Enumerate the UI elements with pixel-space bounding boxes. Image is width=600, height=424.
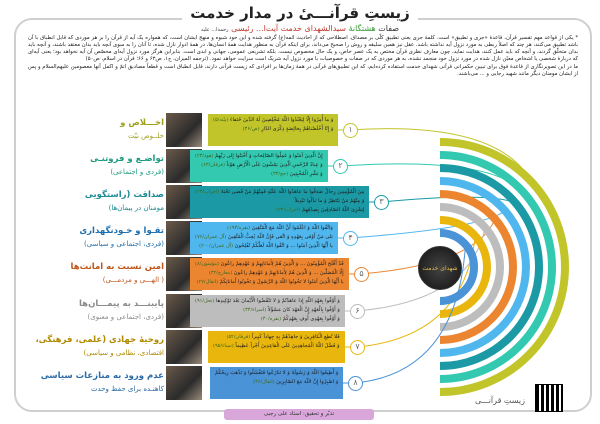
trait-label xyxy=(16,370,164,396)
trait-label xyxy=(16,153,164,179)
brand-logo: زیستِ قرآنـــی xyxy=(475,396,526,405)
verse-text: یا أَیُّهَا الَّذِینَ آمَنُوا لا تَخُونُوا اللّهَ وَ الرَّسُولَ وَ تَخُونُوا أَماناتِکُمْ xyxy=(219,279,344,285)
verse-box xyxy=(208,331,345,363)
trait-subtitle: (فردی، اجتماعی و معنوی) xyxy=(87,313,164,321)
subtitle-suffix: رحمة‌ا... علیه xyxy=(200,27,229,33)
number-badge: ۵ xyxy=(354,267,369,282)
verse-line xyxy=(195,315,340,324)
verse-text: وَ أَوْفُوا بِعَهْدِ اللّهِ إِذا عاهَدْتُمْ وَ لا تَنْقُضُوا الْأَیْمانَ بَعْدَ تَوْکِیدِها xyxy=(216,298,340,304)
verse-line xyxy=(195,233,333,242)
verse-reference: (آل عمران/۲۰۰) xyxy=(199,243,234,249)
verse-reference: (نساء/۹۵) xyxy=(213,343,234,349)
verse-text: مِنَ الْمُؤْمِنِینَ رِجالٌ صَدَقُوا ما عاهَدُوا اللّهَ عَلَیْهِ فَمِنْهُمْ مَنْ قَضى نَحْبَهُ xyxy=(220,189,365,195)
verse-reference: (بقره/۴۰) xyxy=(260,316,282,322)
verse-text: وَ أَوْفُوا بِعَهْدِی أُوفِ بِعَهْدِکُمْ xyxy=(282,316,340,322)
trait-subtitle: اقتصادی، نظامی و سیاسی) xyxy=(83,349,164,357)
verse-line xyxy=(213,342,340,351)
trait-photo xyxy=(166,330,202,364)
verse-text: إِلَّا الْمُصَلِّینَ ... وَ الَّذِینَ هُمْ لِأَماناتِهِمْ وَ عَهْدِهِمْ راعُونَ xyxy=(233,270,344,276)
trait-row xyxy=(16,149,416,183)
verse-box xyxy=(190,186,369,218)
verse-text: یا أَیُّهَا الَّذِینَ آمَنُوا ... وَ اتَّقُوا اللّهَ لَعَلَّکُمْ تُفْلِحُونَ xyxy=(234,243,333,249)
credit-label: تدبّر و تحقیق: استاد علی رجبی xyxy=(224,409,374,420)
verse-text: وَ عِبادُ الرَّحْمنِ الَّذِینَ یَمْشُونَ عَلَى الْأَرْضِ هَوْناً xyxy=(226,162,323,168)
verse-reference: (مؤمنون/۸) xyxy=(195,261,219,267)
center-photo xyxy=(418,246,462,290)
trait-subtitle: (فردی، اجتماعی و سیاسی) xyxy=(84,240,164,248)
verse-text: وَ أَطِیعُوا اللّهَ وَ رَسُولَهُ وَ لا تَنازَعُوا فَتَفْشَلُوا وَ تَذْهَبَ رِیحُکُمْ xyxy=(215,370,339,376)
trait-subtitle: ( الهـــی و مردمـــی) xyxy=(102,276,164,284)
verse-reference: (احزاب/۲۴) xyxy=(276,207,301,213)
trait-row xyxy=(16,185,416,219)
trait-title: صداقت (راستگویی xyxy=(84,190,164,200)
qr-code[interactable] xyxy=(536,385,562,411)
number-badge: ۲ xyxy=(333,159,348,174)
verse-text: لِیَجْزِیَ اللّهُ الصّادِقِینَ بِصِدْقِهِمْ xyxy=(302,207,365,213)
verse-line xyxy=(195,188,364,197)
trait-title: تواضـع و فروتنـی xyxy=(90,154,164,164)
verse-reference: (بیّنه/۵) xyxy=(213,117,229,123)
verse-reference: (فرقان/۶۳) xyxy=(201,162,225,168)
number-badge: ۳ xyxy=(374,195,389,210)
verse-text: قَدْ أَفْلَحَ الْمُؤْمِنُونَ ... وَ الَّذِینَ هُمْ لِأَماناتِهِمْ وَ عَهْدِهِمْ راعُونَ xyxy=(220,261,344,267)
verse-reference: (بقره/۱۹۴) xyxy=(227,225,251,231)
verse-reference: (حج/۳۴) xyxy=(270,171,289,177)
trait-title: اخـــلاص و xyxy=(120,118,164,128)
verse-reference: (نحل/۹۱) xyxy=(195,298,215,304)
verse-reference: (آل عمران/۷۶) xyxy=(195,234,227,240)
number-badge: ۷ xyxy=(350,340,365,355)
verse-text: وَ إِنّا أَخْلَصْناهُمْ بِخالِصَةٍ ذِکْرَى الدّارِ xyxy=(261,126,334,132)
number-badge: ۶ xyxy=(350,304,365,319)
verse-text: وَ اصْبِرُوا إِنَّ اللّهَ مَعَ الصّابِرِینَ xyxy=(276,379,339,385)
verse-line xyxy=(195,278,344,287)
verse-text: وَ ما أُمِرُوا إِلّا لِیَعْبُدُوا اللّهَ مُخْلِصِینَ لَهُ الدِّینَ حُنَفاءَ xyxy=(230,117,334,123)
trait-title: امین نسبت به امانت‌ها xyxy=(70,262,164,272)
verse-box xyxy=(190,258,349,290)
verse-line xyxy=(213,333,340,342)
trait-label xyxy=(16,298,164,324)
verse-reference: (اسراء/۳۴) xyxy=(243,307,267,313)
verse-reference: (انفال/۲۷) xyxy=(196,279,219,285)
verse-line xyxy=(195,306,340,315)
verse-text: وَ مِنْهُمْ مَنْ یَنْتَظِرُ وَ ما بَدَّلُوا تَبْدِیلاً xyxy=(294,198,365,204)
verse-reference: (معارج/۳۲) xyxy=(208,270,233,276)
verse-reference: (ص/۴۶) xyxy=(242,126,260,132)
subtitle-name: سیدالشهدای خدمت آیت‌ا... رئیسی xyxy=(231,24,347,33)
verse-line xyxy=(195,260,344,269)
subtitle-green: هشتگانهٔ xyxy=(348,24,376,33)
center-label: شهدای خدمت xyxy=(422,265,458,272)
trait-label xyxy=(16,225,164,251)
verse-line xyxy=(195,269,344,278)
verse-box xyxy=(190,222,338,254)
subtitle-pre: صفات xyxy=(378,24,400,33)
trait-title: روحیهٔ جهادی (علمی، فرهنگی، xyxy=(35,335,164,345)
page-title-text: زیستِ قرآنـــیٔ در مدار خدمت xyxy=(182,4,418,22)
verse-text: إِنَّ الَّذِینَ آمَنُوا وَ عَمِلُوا الصّالِحاتِ وَ أَخْبَتُوا إِلى رَبِّهِمْ xyxy=(215,153,323,159)
trait-subtitle: کاهنـده برای حفظ وحدت xyxy=(90,385,164,393)
intro-paragraph: * یکی از قواعد مهم تفسیر قرآن، قاعدهٔ «جری و تطبیق» است. کلمهٔ جری یعنی تطبیق کلّی بر مصداق. اصطلاحی که از احادیث ائمه(ع) گرفته شده و این خود شیوه و منهج ایشان است، که همواره یک آیه از قرآن را بر هر موردی که قابل انطباق با آن باشد تطبیق می‌کنند، هر چند که اصلاً ربطی به مورد نزول آیه نداشته باشد. عقل نیز همین سلیقه و روش را صحیح می‌داند، برای اینکه قرآن به منظور هدایت همهٔ انسان‌ها، در همهٔ ادوار نازل شده، تا آنان را به سوی آنچه باید بدان معتقد باشند، و آنچه باید بدان متخلّق گردند، و آنچه که باید عمل کنند، هدایت نماید، چون معارف نظری قرآن مختص به یک عصر خاص، و یک حال مخصوص نیست. بلکه تشریعی عمومی، جهانی و ابدی است. بنابراین هرگز مورد نزول آیه‌ای مخصّص آن آیه نخواهد بود؛ یعنی آیه‌ای که دربارهٔ شخصی یا اشخاص معیّن نازل شده در مورد نزول خود منجمد نشده، به هر موردی که در صفات و خصوصیات با مورد نزول آیه شریک است سرایت خواهد نمود. (ترجمه المیزان، ج۱، ص۶۳ و ۶۶؛ قرآن در اسلام، ص۵۰) xyxy=(28,35,578,62)
verse-text: بَلى مَنْ أَوْفى بِعَهْدِهِ وَ اتَّقى فَإِنَّ اللّهَ یُحِبُّ الْمُتَّقِینَ xyxy=(227,234,333,240)
number-badge: ۴ xyxy=(343,231,358,246)
verse-line xyxy=(213,125,333,134)
trait-subtitle: مومنان در پیمان‌ها) xyxy=(108,204,164,212)
verse-box xyxy=(210,367,343,399)
trait-photo xyxy=(166,366,202,400)
trait-title: تقـوا و خـودنگهداری xyxy=(79,226,164,236)
verse-text: وَ فَضَّلَ اللّهُ الْمُجاهِدِینَ عَلَى الْقاعِدِینَ أَجْراً عَظِیماً xyxy=(235,343,340,349)
trait-label xyxy=(16,261,164,287)
verse-line xyxy=(195,297,340,306)
trait-photo xyxy=(166,113,202,147)
verse-box xyxy=(190,150,328,182)
verse-line xyxy=(195,206,364,215)
trait-label xyxy=(16,334,164,360)
trait-title: عدم ورود به منازعات سیاسی xyxy=(40,371,164,381)
verse-line xyxy=(195,197,364,206)
number-badge: ۱ xyxy=(343,123,358,138)
verse-line xyxy=(195,161,323,170)
trait-title: پایبنـــد به پیمـــان‌ها xyxy=(78,299,164,309)
trait-subtitle: خلــوص نیّت xyxy=(128,132,164,140)
verse-reference: (احزاب/۲۳) xyxy=(195,189,220,195)
verse-box xyxy=(208,114,338,146)
trait-label xyxy=(16,117,164,143)
verse-text: فَلا تُطِعِ الْکافِرِینَ وَ جاهِدْهُمْ بِهِ جِهاداً کَبِیراً xyxy=(251,334,340,340)
trait-label xyxy=(16,189,164,215)
verse-line xyxy=(215,378,338,387)
verse-reference: (انفال/۴۶) xyxy=(253,379,275,385)
verse-line xyxy=(195,242,333,251)
verse-line xyxy=(213,116,333,125)
verse-text: وَ أَوْفُوا بِالْعَهْدِ إِنَّ الْعَهْدَ کانَ مَسْؤُلاً xyxy=(267,307,340,313)
trait-subtitle: (فردی و اجتماعی) xyxy=(110,168,164,176)
verse-line xyxy=(195,152,323,161)
verse-reference: (فرقان/۵۲) xyxy=(226,334,251,340)
verse-box xyxy=(190,295,345,327)
intro-paragraph: ما در این تصویرنگاری از قاعدهٔ فوق برای تبیین حکمرانی قرآنی شهدای خدمت استفاده کرده‌ایم، که این تطبیق‌های قرآنی در همهٔ زمان‌ها بر افرادی که زیست قرآنی دارند، قابل انطباق است و قطعاً مصادیق اتمّ و اکمل آنها معصومین علیهم‌السلام و پس از ایشان مومنان دیگر مانند شهید رجایی و ... می‌باشند. xyxy=(28,64,578,77)
verse-text: وَاتَّقُوا اللّهَ وَ اعْلَمُوا أَنَّ اللّهَ مَعَ الْمُتَّقِینَ xyxy=(251,225,333,231)
number-badge: ۸ xyxy=(348,376,363,391)
verse-reference: (هود/۲۳) xyxy=(195,153,214,159)
verse-line xyxy=(195,170,323,179)
verse-line xyxy=(215,369,338,378)
verse-text: وَ بَشِّرِ الْمُخْبِتِینَ xyxy=(289,171,323,177)
verse-line xyxy=(195,224,333,233)
